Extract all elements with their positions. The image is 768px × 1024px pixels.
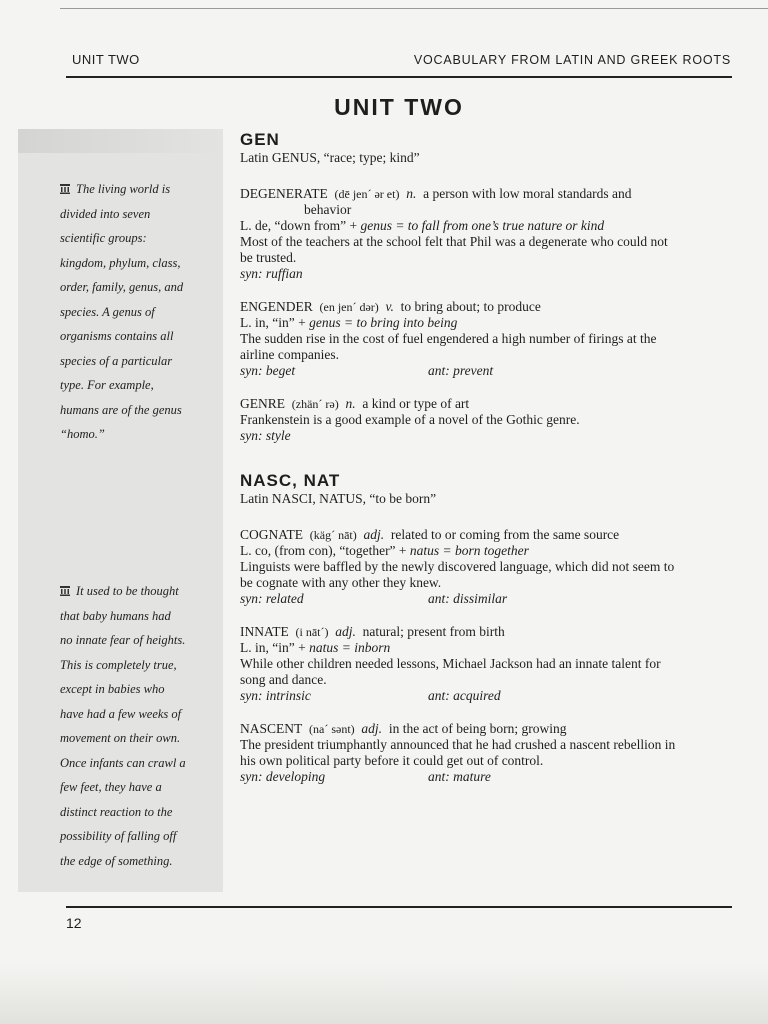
entry-word: GENRE <box>240 396 285 411</box>
entry-definition: in the act of being born; growing <box>388 721 567 736</box>
entry-word: ENGENDER <box>240 299 313 314</box>
running-header-right: VOCABULARY FROM LATIN AND GREEK ROOTS <box>413 53 731 67</box>
note-line: except in babies who <box>60 682 165 696</box>
entry-pos: n. <box>345 396 356 411</box>
entry-pronunciation: (i nāt´) <box>295 625 329 639</box>
footer-rule <box>66 906 732 908</box>
page-number: 12 <box>66 915 82 931</box>
entry-example-cont: airline companies. <box>240 347 339 362</box>
entry-example: While other children needed lessons, Michael Jackson had an innate talent for <box>240 656 661 671</box>
page-title: UNIT TWO <box>334 94 464 120</box>
note-line: type. For example, <box>60 378 154 392</box>
entry-etymology: L. in, “in” + <box>240 315 310 330</box>
entry-pronunciation: (en jen´ dər) <box>319 300 379 314</box>
note-line: no innate fear of heights. <box>60 633 186 647</box>
entry-pronunciation: (na´ sənt) <box>309 722 355 736</box>
entry-example-cont: song and dance. <box>240 672 327 687</box>
column-icon <box>60 586 70 596</box>
entry-example: Most of the teachers at the school felt that Phil was a degenerate who could not <box>240 234 668 249</box>
entry-definition: a kind or type of art <box>362 396 470 411</box>
vocab-entry-nascent <box>240 721 740 785</box>
entry-example-cont: his own political party before it could get out of control. <box>240 753 544 768</box>
vocab-entry-innate <box>240 624 740 704</box>
root-heading: GEN <box>240 130 280 149</box>
entry-synonym: syn: beget <box>240 363 296 378</box>
entry-example-cont: be cognate with any other they knew. <box>240 575 442 590</box>
entry-word: DEGENERATE <box>240 186 328 201</box>
note-line: organisms contains all <box>60 329 174 343</box>
entry-pos: adj. <box>363 527 385 542</box>
note-line: species. A genus of <box>60 304 155 319</box>
entry-antonym: ant: acquired <box>428 688 501 703</box>
scan-edge-line <box>60 8 768 9</box>
vocab-entry-engender <box>240 299 740 379</box>
note-line: This is completely true, <box>60 657 177 672</box>
entry-etymology-meaning: natus = born together <box>409 543 529 558</box>
entry-definition: a person with low moral standards and <box>423 186 632 201</box>
root-origin: Latin NASCI, NATUS, “to be born” <box>240 491 437 506</box>
section-gen <box>240 130 740 444</box>
note-line: “homo.” <box>60 427 105 441</box>
entry-word: INNATE <box>240 624 289 639</box>
entry-synonym: syn: style <box>240 428 291 443</box>
entry-pos: adj. <box>335 624 356 639</box>
vocab-entry-genre <box>240 396 740 444</box>
entry-word: COGNATE <box>240 527 303 542</box>
note-line: kingdom, phylum, class, <box>60 255 181 270</box>
entry-synonym: syn: intrinsic <box>240 688 311 703</box>
sidebar-top-band <box>18 129 223 153</box>
entry-etymology: L. de, “down from” + <box>240 218 361 233</box>
root-heading: NASC, NAT <box>240 471 341 490</box>
entry-antonym: ant: mature <box>428 769 491 784</box>
entry-example: Frankenstein is a good example of a novel of the Gothic genre. <box>240 412 580 427</box>
entry-etymology-meaning: genus = to fall from one’s true nature or kind <box>360 218 605 233</box>
root-origin: Latin GENUS, “race; type; kind” <box>240 150 420 165</box>
running-header-left: UNIT TWO <box>72 52 140 67</box>
entry-synonym: syn: developing <box>240 769 326 784</box>
entry-definition-cont: behavior <box>304 202 352 217</box>
note-line: divided into seven <box>60 206 151 221</box>
sidebar-note-genus <box>60 177 210 447</box>
note-line: few feet, they have a <box>60 780 162 794</box>
entry-word: NASCENT <box>240 721 303 736</box>
note-line: distinct reaction to the <box>60 804 173 819</box>
entry-synonym: syn: ruffian <box>240 266 303 281</box>
sidebar-note-heights <box>60 579 210 873</box>
entry-pronunciation: (käg´ nāt) <box>309 528 357 542</box>
note-line: The living world is <box>76 182 171 196</box>
column-icon <box>60 184 70 194</box>
note-line: that baby humans had <box>60 608 171 623</box>
section-nasc-nat <box>240 471 740 785</box>
note-line: scientific groups: <box>60 231 147 245</box>
entry-example-cont: be trusted. <box>240 250 297 265</box>
entry-definition: natural; present from birth <box>362 624 505 639</box>
entry-definition: related to or coming from the same source <box>390 527 620 542</box>
entry-pronunciation: (zhän´ rə) <box>291 397 339 411</box>
entry-etymology: L. co, (from con), “together” + <box>240 543 410 558</box>
entry-pronunciation: (dē jen´ ər et) <box>334 187 400 201</box>
entry-antonym: ant: dissimilar <box>428 591 508 606</box>
entry-antonym: ant: prevent <box>428 363 494 378</box>
entry-example: The sudden rise in the cost of fuel engendered a high number of firings at the <box>240 331 657 346</box>
scan-shadow <box>0 964 768 1024</box>
entry-pos: v. <box>385 299 394 314</box>
entry-etymology-meaning: genus = to bring into being <box>309 315 458 330</box>
entry-etymology-meaning: natus = inborn <box>309 640 391 655</box>
entry-etymology: L. in, “in” + <box>240 640 310 655</box>
header-rule <box>66 76 732 78</box>
note-line: have had a few weeks of <box>60 706 182 721</box>
note-line: It used to be thought <box>76 584 179 598</box>
entry-synonym: syn: related <box>240 591 304 606</box>
note-line: species of a particular <box>60 353 173 368</box>
entry-example: Linguists were baffled by the newly discovered language, which did not seem to <box>240 559 675 574</box>
vocab-entry-cognate <box>240 527 740 607</box>
note-line: the edge of something. <box>60 853 173 868</box>
entry-definition: to bring about; to produce <box>400 299 541 314</box>
note-line: humans are of the genus <box>60 402 182 417</box>
note-line: possibility of falling off <box>60 829 177 843</box>
entry-example: The president triumphantly announced that he had crushed a nascent rebellion in <box>240 737 676 752</box>
vocab-entry-degenerate <box>240 186 740 282</box>
entry-pos: adj. <box>361 721 383 736</box>
entry-pos: n. <box>406 186 417 201</box>
note-line: movement on their own. <box>60 731 181 745</box>
note-line: order, family, genus, and <box>60 280 184 294</box>
note-line: Once infants can crawl a <box>60 755 186 770</box>
